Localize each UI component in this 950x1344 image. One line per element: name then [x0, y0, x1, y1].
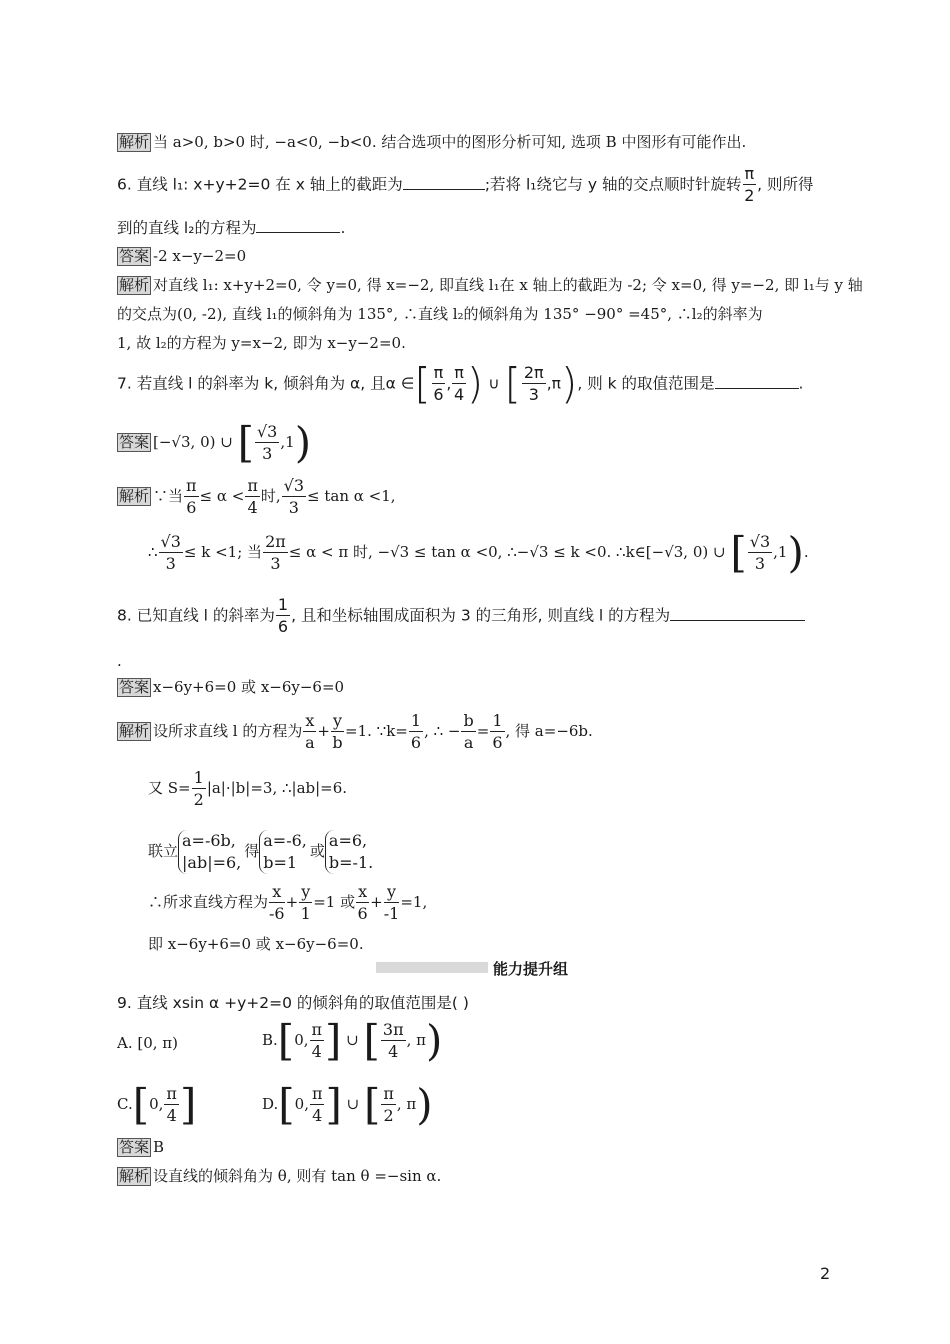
analysis-tag: 解析 [119, 133, 150, 151]
section-band [376, 962, 488, 973]
q8-text: 8. 已知直线 l 的斜率为 [117, 606, 275, 625]
q7-analysis-line1: 解析 ∵当 $\frac{\pi}{6}$ ≤ α < $\frac{\pi}{4}$ 时, $\frac{√3}{3}$ ≤ tan α <1, [119, 476, 396, 517]
q6-analysis-line3: 1, 故 l₂的方程为 y=x−2, 即为 x−y−2=0. [117, 334, 406, 352]
system-2: a=-6, b=1 [259, 830, 310, 874]
section-title: 能力提升组 [493, 960, 569, 978]
q6-question-line2 [117, 217, 345, 238]
q7-answer: [−√3, 0) ∪ [153, 433, 233, 451]
q6-text-b: ;若将 l₁绕它与 y 轴的交点顺时针旋转 [484, 175, 742, 194]
q8-period: . [117, 652, 122, 670]
answer-tag: 答案 [119, 1138, 150, 1156]
q9-option-d: D.[0, $\frac{\pi}{4}$ ] ∪ [ $\frac{\pi}{2}$ , π) [262, 1080, 433, 1129]
q9-answer: B [153, 1138, 165, 1156]
q9-option-a: A. [0, π) [117, 1034, 179, 1052]
q6-answer-line [117, 246, 246, 266]
q6-text: 6. 直线 l₁: x+y+2=0 在 x 轴上的截距为 [117, 175, 403, 194]
answer-tag: 答案 [119, 678, 150, 696]
q6-fraction: $\frac{\pi}{2}$ [744, 164, 755, 205]
answer-tag: 答案 [119, 433, 150, 451]
analysis-tag: 解析 [119, 722, 150, 740]
q8-analysis-line5: 即 x−6y+6=0 或 x−6y−6=0. [148, 935, 364, 953]
q8-question-line: 8. 已知直线 l 的斜率为 $\frac{1}{6}$ , 且和坐标轴围成面积为 3 的三角形, 则直线 l 的方程为 [117, 597, 805, 635]
q6-blank-2 [256, 217, 340, 233]
q6-text-c: , 则所得 [757, 175, 814, 194]
q8-analysis-line4: ∴所求直线方程为 $\frac{x}{-6}$ + $\frac{y}{1}$ =1 或 $\frac{x}{6}$ + $\frac{y}{-1}$ =1, [148, 882, 428, 923]
q9-analysis: 设直线的倾斜角为 θ, 则有 tan θ =−sin α. [153, 1167, 442, 1185]
analysis-tag: 解析 [119, 487, 150, 505]
q9-option-b: B.[0, $\frac{\pi}{4}$ ] ∪ [ $\frac{3\pi}{4}$ , π) [262, 1016, 443, 1065]
q7-analysis-line2: ∴ $\frac{√3}{3}$ ≤ k <1; 当 $\frac{2\pi}{3}$ ≤ α < π 时, −√3 ≤ tan α <0, ∴−√3 ≤ k <0. ∴k∈[−√3, 0) ∪ [ $\frac{√3}{3}$ ,1). [148, 528, 809, 577]
q8-text-b: , 且和坐标轴围成面积为 3 的三角形, 则直线 l 的方程为 [291, 606, 671, 625]
q8-analysis-line1: 解析 设所求直线 l 的方程为 $\frac{x}{a}$ + $\frac{y}{b}$ =1. ∵k= $\frac{1}{6}$ , ∴ − $\frac{b}{a}$ = $\frac{1}{6}$ , 得 a=−6b. [119, 711, 593, 752]
q7-blank [715, 373, 799, 389]
analysis-tag: 解析 [119, 276, 150, 294]
q8-analysis-line3: 联立 a=-6b, |ab|=6, 得 a=-6, b=1 或 a=6, b=-1. [148, 830, 376, 874]
q6-analysis-line2: 的交点为(0, -2), 直线 l₁的倾斜角为 135°, ∴直线 l₂的倾斜角为 135° −90° =45°, ∴l₂的斜率为 [117, 305, 763, 323]
q9-option-c: C.[0, $\frac{\pi}{4}$ ] [117, 1080, 197, 1129]
q7-text-b: , 则 k 的取值范围是 [577, 374, 715, 393]
q7-answer-line: 答案 [−√3, 0) ∪ [ $\frac{√3}{3}$ ,1) [119, 418, 312, 467]
q7-period: . [798, 374, 804, 393]
q9-question-line: 9. 直线 xsin α +y+2=0 的倾斜角的取值范围是( ) [117, 994, 469, 1012]
q5-analysis-text: 当 a>0, b>0 时, −a<0, −b<0. 结合选项中的图形分析可知, 选项 B 中图形有可能作出. [153, 133, 747, 151]
system-1: a=-6b, |ab|=6, [178, 830, 244, 874]
q6-blank-1 [403, 174, 485, 190]
answer-tag: 答案 [119, 247, 150, 265]
q6-analysis-line1 [117, 275, 863, 295]
analysis-tag: 解析 [119, 1167, 150, 1185]
q8-answer: x−6y+6=0 或 x−6y−6=0 [153, 678, 345, 696]
q7-question-line: 7. 若直线 l 的斜率为 k, 倾斜角为 α, 且α ∈[ $\frac{\pi}{6}$ , $\frac{\pi}{4}$ ) ∪ [ $\frac{2\pi}{3}$ ,π), 则 k 的取值范围是 . [117, 359, 804, 408]
q6-period: . [340, 219, 346, 237]
q6-question-line1 [117, 166, 814, 204]
q6-text-d: 到的直线 l₂的方程为 [117, 219, 257, 237]
page-number: 2 [820, 1264, 831, 1283]
q8-answer-line [117, 677, 344, 697]
q6-analysis-1: 对直线 l₁: x+y+2=0, 令 y=0, 得 x=−2, 即直线 l₁在 x 轴上的截距为 -2; 令 x=0, 得 y=−2, 即 l₁与 y 轴 [153, 276, 863, 294]
q6-answer: -2 x−y−2=0 [153, 247, 247, 265]
q9-answer-line [117, 1137, 164, 1157]
q5-analysis-line [117, 132, 746, 152]
q8-analysis-line2: 又 S= $\frac{1}{2}$ |a|·|b|=3, ∴|ab|=6. [148, 768, 348, 809]
q8-blank [670, 605, 805, 621]
q7-text: 7. 若直线 l 的斜率为 k, 倾斜角为 α, 且α ∈ [117, 374, 415, 393]
system-3: a=6, b=-1. [325, 830, 376, 874]
q9-analysis-line [117, 1166, 441, 1186]
